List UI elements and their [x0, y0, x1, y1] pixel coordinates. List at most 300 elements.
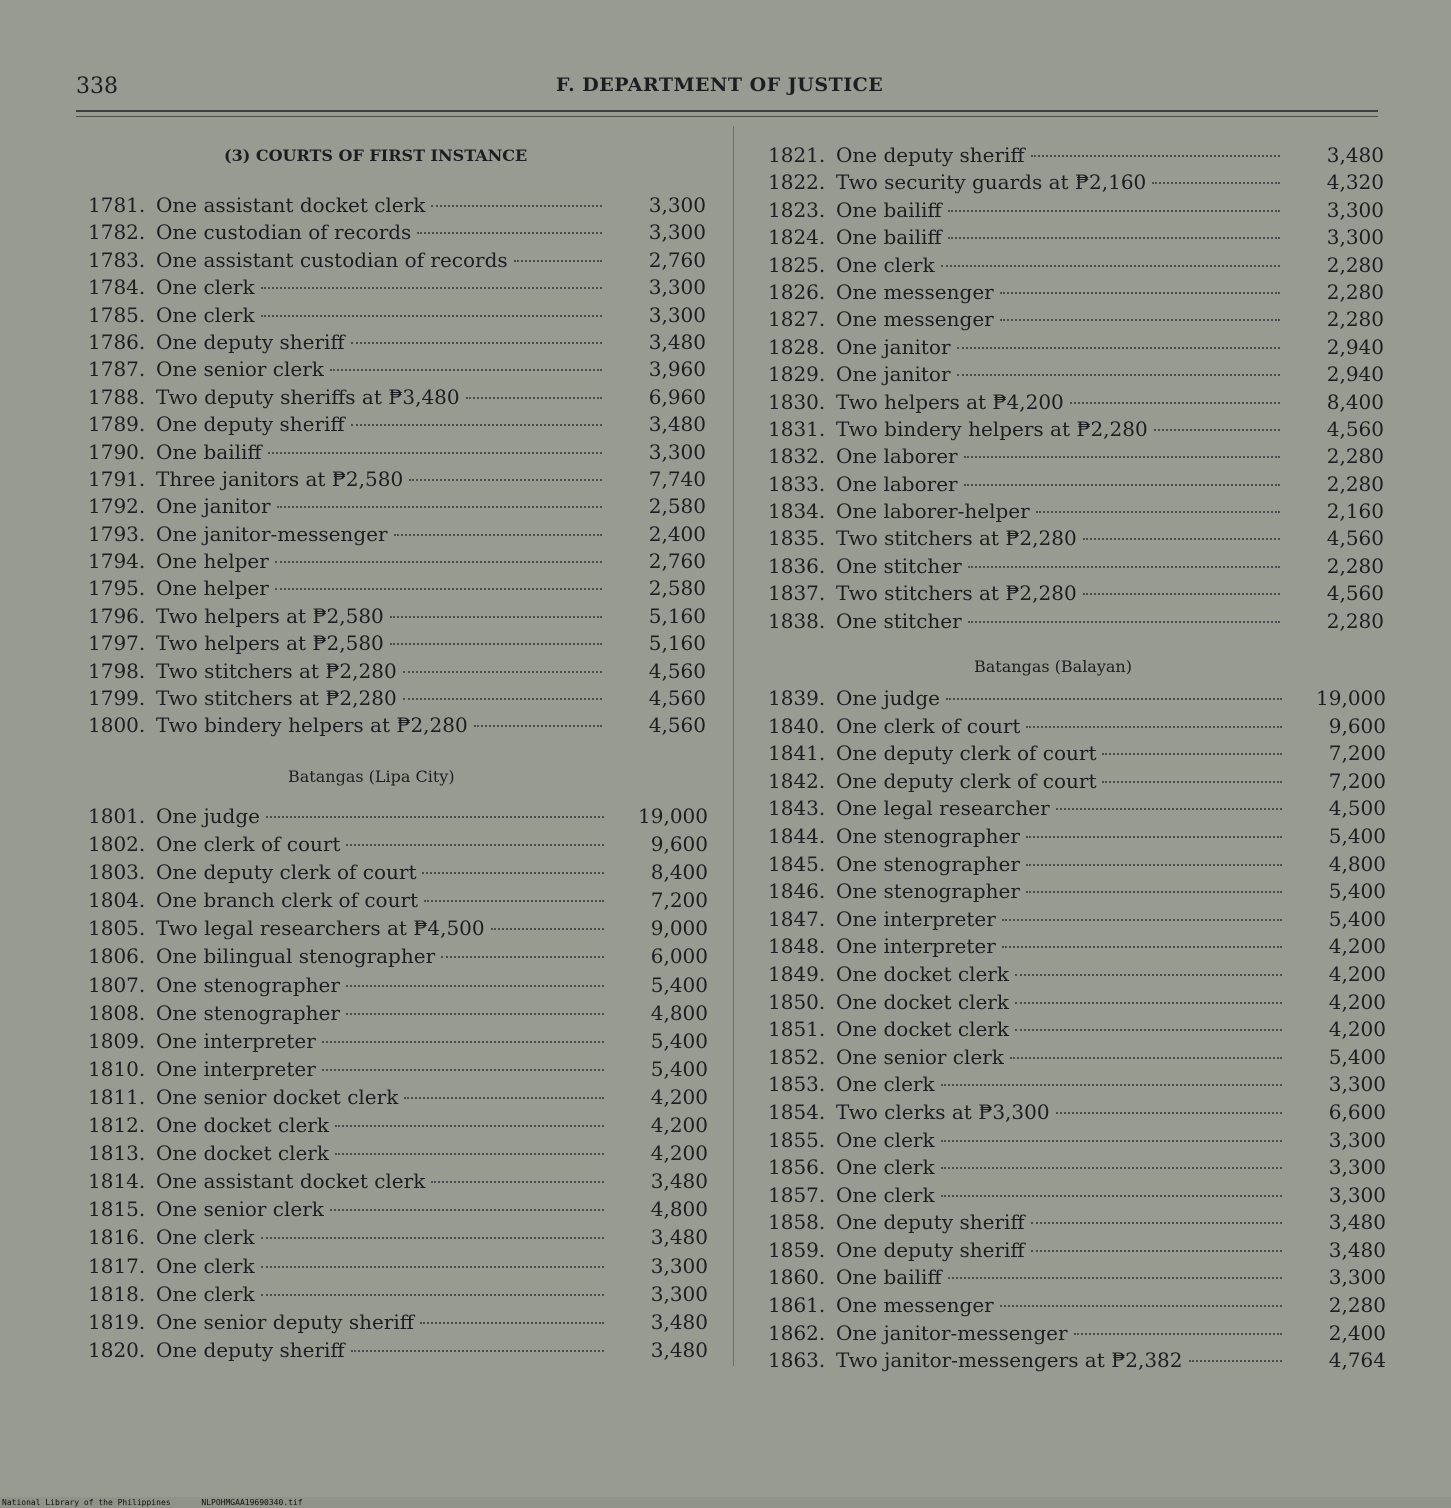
dot-leader	[335, 1153, 604, 1155]
dot-leader	[261, 1266, 604, 1268]
item-number: 1861.	[768, 1293, 826, 1318]
list-item	[88, 1057, 708, 1085]
item-description: One deputy sheriff	[156, 412, 345, 437]
item-amount: 2,280	[1326, 252, 1384, 277]
item-description: One senior clerk	[156, 357, 324, 382]
item-description: One stenographer	[836, 823, 1020, 848]
item-number: 1829.	[768, 362, 826, 387]
dot-leader	[441, 956, 604, 958]
list-item	[768, 1072, 1386, 1100]
item-amount: 3,480	[650, 1337, 708, 1362]
item-amount: 4,560	[1326, 416, 1384, 441]
list-item	[88, 713, 706, 740]
item-amount: 3,300	[650, 1281, 708, 1306]
list-item	[88, 248, 706, 275]
dot-leader	[417, 232, 602, 234]
item-amount: 3,480	[1328, 1237, 1386, 1262]
item-description: One helper	[156, 576, 269, 601]
item-amount: 4,800	[1328, 851, 1386, 876]
item-description: Two stitchers at ₱2,280	[836, 526, 1077, 551]
item-number: 1848.	[768, 934, 826, 959]
item-description: Two janitor-messengers at ₱2,382	[836, 1348, 1183, 1373]
item-amount: 7,200	[650, 888, 708, 913]
list-item	[768, 1128, 1386, 1156]
dot-leader	[1002, 946, 1282, 948]
item-number: 1800.	[88, 713, 146, 738]
dot-leader	[466, 397, 602, 399]
list-item	[88, 303, 706, 330]
dot-leader	[261, 1294, 604, 1296]
dot-leader	[351, 1350, 604, 1352]
dot-leader	[261, 1237, 604, 1239]
item-amount: 2,580	[648, 576, 706, 601]
item-description: One interpreter	[156, 1028, 316, 1053]
dot-leader	[941, 1167, 1282, 1169]
item-number: 1786.	[88, 329, 146, 354]
item-amount: 4,320	[1326, 170, 1384, 195]
list-item	[768, 225, 1384, 252]
list-item	[768, 362, 1384, 389]
dot-leader	[409, 479, 602, 481]
item-number: 1851.	[768, 1017, 826, 1042]
item-amount: 2,280	[1326, 444, 1384, 469]
header-rule-thin	[76, 116, 1378, 117]
item-number: 1833.	[768, 471, 826, 496]
item-description: One clerk	[156, 1281, 255, 1306]
item-description: One stenographer	[156, 972, 340, 997]
item-amount: 5,400	[650, 1056, 708, 1081]
item-amount: 2,400	[1328, 1320, 1386, 1345]
item-amount: 3,480	[650, 1309, 708, 1334]
page-number: 338	[76, 74, 118, 99]
list-item	[88, 494, 706, 521]
list-item	[768, 796, 1386, 824]
item-number: 1820.	[88, 1337, 146, 1362]
item-description: Two deputy sheriffs at ₱3,480	[156, 384, 460, 409]
item-description: One janitor	[836, 334, 951, 359]
item-number: 1797.	[88, 631, 146, 656]
item-number: 1843.	[768, 796, 826, 821]
dot-leader	[1031, 155, 1280, 157]
item-description: One clerk	[156, 1253, 255, 1278]
list-item	[768, 1348, 1386, 1376]
item-amount: 4,560	[1326, 581, 1384, 606]
dot-leader	[1026, 836, 1282, 838]
item-number: 1858.	[768, 1210, 826, 1235]
list-item	[768, 934, 1386, 962]
item-description: One janitor-messenger	[836, 1320, 1068, 1345]
item-amount: 3,300	[648, 275, 706, 300]
item-description: One clerk	[836, 252, 935, 277]
left-list-group-1	[88, 193, 706, 741]
item-description: One messenger	[836, 279, 994, 304]
item-amount: 4,200	[1328, 989, 1386, 1014]
item-number: 1841.	[768, 741, 826, 766]
dot-leader	[424, 900, 604, 902]
item-amount: 4,200	[1328, 1017, 1386, 1042]
item-description: One stitcher	[836, 553, 962, 578]
list-item	[88, 1169, 708, 1197]
list-item	[88, 467, 706, 494]
item-number: 1824.	[768, 225, 826, 250]
dot-leader	[261, 287, 602, 289]
item-amount: 4,560	[648, 658, 706, 683]
list-item	[88, 804, 708, 832]
item-amount: 2,280	[1326, 608, 1384, 633]
dot-leader	[390, 643, 602, 645]
item-number: 1857.	[768, 1182, 826, 1207]
item-number: 1794.	[88, 549, 146, 574]
item-number: 1799.	[88, 686, 146, 711]
item-amount: 4,764	[1328, 1348, 1386, 1373]
list-item	[88, 357, 706, 384]
item-number: 1844.	[768, 823, 826, 848]
dot-leader	[390, 616, 602, 618]
item-amount: 2,940	[1326, 362, 1384, 387]
item-description: One deputy sheriff	[156, 329, 345, 354]
item-amount: 4,560	[648, 713, 706, 738]
dot-leader	[1056, 1112, 1282, 1114]
item-amount: 2,760	[648, 247, 706, 272]
dot-leader	[330, 369, 602, 371]
item-description: One deputy clerk of court	[156, 860, 417, 885]
list-item	[768, 1155, 1386, 1183]
item-description: One deputy sheriff	[836, 1210, 1025, 1235]
footer-library: National Library of the Philippines	[2, 1498, 171, 1507]
item-amount: 6,960	[648, 384, 706, 409]
item-number: 1801.	[88, 804, 146, 828]
list-item	[88, 1254, 708, 1282]
list-item	[768, 1183, 1386, 1211]
dot-leader	[1036, 511, 1280, 513]
item-number: 1793.	[88, 521, 146, 546]
item-description: One bailiff	[156, 439, 262, 464]
dot-leader	[1056, 808, 1282, 810]
item-amount: 2,400	[648, 521, 706, 546]
item-number: 1846.	[768, 879, 826, 904]
item-number: 1802.	[88, 832, 146, 857]
item-number: 1817.	[88, 1253, 146, 1278]
list-item	[768, 417, 1384, 444]
left-list-group-2	[88, 804, 708, 1366]
list-item	[768, 307, 1384, 334]
item-number: 1834.	[768, 499, 826, 524]
list-item	[768, 1100, 1386, 1128]
list-item	[88, 193, 706, 220]
item-description: One senior deputy sheriff	[156, 1309, 414, 1334]
list-item	[88, 440, 706, 467]
item-description: One judge	[836, 686, 940, 710]
item-description: One docket clerk	[836, 989, 1009, 1014]
item-number: 1839.	[768, 686, 826, 710]
item-amount: 3,960	[648, 357, 706, 382]
dot-leader	[948, 237, 1280, 239]
dot-leader	[1083, 538, 1280, 540]
list-item	[88, 549, 706, 576]
item-amount: 7,740	[648, 466, 706, 491]
item-description: Two stitchers at ₱2,280	[156, 686, 397, 711]
list-item	[88, 604, 706, 631]
dot-leader	[335, 1125, 604, 1127]
item-amount: 9,000	[650, 916, 708, 941]
item-amount: 4,500	[1328, 796, 1386, 821]
list-item	[88, 1113, 708, 1141]
dot-leader	[1074, 1333, 1282, 1335]
dot-leader	[1026, 864, 1282, 866]
item-amount: 3,300	[648, 220, 706, 245]
item-description: One janitor	[836, 362, 951, 387]
list-item	[768, 1238, 1386, 1266]
list-item	[88, 1310, 708, 1338]
dot-leader	[346, 985, 604, 987]
list-item	[88, 973, 708, 1001]
item-amount: 8,400	[1326, 389, 1384, 414]
dot-leader	[1015, 1029, 1282, 1031]
item-amount: 3,300	[1328, 1182, 1386, 1207]
item-description: Three janitors at ₱2,580	[156, 466, 404, 491]
dot-leader	[1002, 919, 1282, 921]
item-number: 1835.	[768, 526, 826, 551]
item-amount: 2,760	[648, 549, 706, 574]
item-number: 1821.	[768, 143, 826, 167]
list-item	[768, 1017, 1386, 1045]
item-amount: 3,300	[1328, 1072, 1386, 1097]
item-number: 1790.	[88, 439, 146, 464]
dot-leader	[322, 1041, 604, 1043]
item-description: One branch clerk of court	[156, 888, 419, 913]
list-item	[768, 609, 1384, 636]
item-description: One interpreter	[836, 934, 996, 959]
item-description: Two legal researchers at ₱4,500	[156, 916, 485, 941]
dot-leader	[491, 928, 604, 930]
item-number: 1822.	[768, 170, 826, 195]
list-item	[88, 385, 706, 412]
item-description: One docket clerk	[836, 1017, 1009, 1042]
item-number: 1791.	[88, 466, 146, 491]
dot-leader	[268, 452, 602, 454]
item-number: 1852.	[768, 1044, 826, 1069]
item-number: 1855.	[768, 1127, 826, 1152]
dot-leader	[351, 342, 602, 344]
item-amount: 3,300	[1326, 197, 1384, 222]
dot-leader	[403, 671, 602, 673]
list-item	[768, 554, 1384, 581]
dot-leader	[277, 506, 602, 508]
item-number: 1860.	[768, 1265, 826, 1290]
item-description: One deputy sheriff	[836, 143, 1025, 167]
dot-leader	[1026, 891, 1282, 893]
item-description: Two security guards at ₱2,160	[836, 170, 1147, 195]
list-item	[768, 472, 1384, 499]
header-rule	[76, 110, 1378, 112]
item-description: One clerk	[836, 1182, 935, 1207]
list-item	[88, 576, 706, 603]
item-description: One judge	[156, 804, 260, 828]
item-number: 1845.	[768, 851, 826, 876]
item-amount: 7,200	[1328, 768, 1386, 793]
list-item	[88, 275, 706, 302]
list-item	[768, 170, 1384, 197]
item-number: 1785.	[88, 302, 146, 327]
item-description: One clerk	[156, 1225, 255, 1250]
item-amount: 5,400	[650, 972, 708, 997]
dot-leader	[403, 698, 602, 700]
dot-leader	[420, 1322, 604, 1324]
list-item	[768, 879, 1386, 907]
list-item	[768, 907, 1386, 935]
section-title: (3) COURTS OF FIRST INSTANCE	[224, 146, 528, 165]
item-description: One senior clerk	[156, 1197, 324, 1222]
dot-leader	[275, 588, 602, 590]
item-number: 1827.	[768, 307, 826, 332]
list-item	[768, 741, 1386, 769]
dot-leader	[266, 816, 604, 818]
item-description: Two clerks at ₱3,300	[836, 1099, 1050, 1124]
item-amount: 3,300	[1328, 1265, 1386, 1290]
item-description: One deputy sheriff	[156, 1337, 345, 1362]
list-item	[768, 686, 1386, 714]
item-description: One helper	[156, 549, 269, 574]
list-item	[768, 143, 1384, 170]
subheading-balayan: Batangas (Balayan)	[974, 657, 1132, 676]
list-item	[88, 1282, 708, 1310]
item-amount: 8,400	[650, 860, 708, 885]
dot-leader	[346, 1013, 604, 1015]
item-description: One messenger	[836, 1293, 994, 1318]
item-description: One docket clerk	[156, 1141, 329, 1166]
list-item	[88, 412, 706, 439]
list-item	[88, 330, 706, 357]
list-item	[768, 824, 1386, 852]
dot-leader	[346, 844, 604, 846]
item-number: 1832.	[768, 444, 826, 469]
item-description: One laborer	[836, 471, 958, 496]
item-number: 1812.	[88, 1113, 146, 1138]
list-item	[768, 581, 1384, 608]
item-number: 1826.	[768, 279, 826, 304]
dot-leader	[1102, 781, 1282, 783]
item-number: 1854.	[768, 1099, 826, 1124]
item-amount: 4,560	[1326, 526, 1384, 551]
item-description: One interpreter	[156, 1056, 316, 1081]
item-amount: 4,800	[650, 1197, 708, 1222]
dot-leader	[394, 534, 602, 536]
item-description: One deputy clerk of court	[836, 768, 1097, 793]
list-item	[768, 1293, 1386, 1321]
item-description: One clerk	[836, 1072, 935, 1097]
dot-leader	[261, 315, 602, 317]
list-item	[88, 631, 706, 658]
item-amount: 2,160	[1326, 499, 1384, 524]
list-item	[88, 916, 708, 944]
item-amount: 3,480	[648, 412, 706, 437]
item-description: One custodian of records	[156, 220, 412, 245]
item-description: One clerk of court	[836, 713, 1021, 738]
item-description: One janitor-messenger	[156, 521, 388, 546]
dot-leader	[1031, 1250, 1282, 1252]
item-description: One senior docket clerk	[156, 1084, 399, 1109]
item-number: 1809.	[88, 1028, 146, 1053]
item-amount: 9,600	[1328, 713, 1386, 738]
list-item	[88, 860, 708, 888]
item-number: 1804.	[88, 888, 146, 913]
item-number: 1856.	[768, 1155, 826, 1180]
item-number: 1818.	[88, 1281, 146, 1306]
item-amount: 5,160	[648, 603, 706, 628]
item-description: One docket clerk	[836, 961, 1009, 986]
list-item	[768, 990, 1386, 1018]
item-amount: 5,160	[648, 631, 706, 656]
item-amount: 3,300	[650, 1253, 708, 1278]
dot-leader	[1070, 402, 1280, 404]
item-number: 1788.	[88, 384, 146, 409]
item-description: Two helpers at ₱2,580	[156, 631, 384, 656]
dot-leader	[1015, 1002, 1282, 1004]
dot-leader	[1026, 726, 1282, 728]
item-amount: 9,600	[650, 832, 708, 857]
item-amount: 19,000	[1316, 686, 1386, 710]
list-item	[768, 198, 1384, 225]
dot-leader	[941, 1195, 1282, 1197]
item-amount: 4,200	[650, 1113, 708, 1138]
item-amount: 3,480	[1328, 1210, 1386, 1235]
item-description: One bailiff	[836, 225, 942, 250]
item-number: 1805.	[88, 916, 146, 941]
item-description: One deputy clerk of court	[836, 741, 1097, 766]
dot-leader	[957, 347, 1280, 349]
item-number: 1830.	[768, 389, 826, 414]
item-amount: 4,200	[650, 1141, 708, 1166]
item-description: One clerk	[156, 275, 255, 300]
item-amount: 7,200	[1328, 741, 1386, 766]
item-number: 1796.	[88, 603, 146, 628]
item-number: 1847.	[768, 906, 826, 931]
item-description: One laborer	[836, 444, 958, 469]
item-amount: 2,280	[1326, 307, 1384, 332]
dot-leader	[1031, 1222, 1282, 1224]
item-description: One clerk	[836, 1155, 935, 1180]
dot-leader	[1000, 292, 1280, 294]
item-amount: 4,200	[650, 1084, 708, 1109]
item-number: 1798.	[88, 658, 146, 683]
item-number: 1840.	[768, 713, 826, 738]
item-number: 1784.	[88, 275, 146, 300]
item-description: One janitor	[156, 494, 271, 519]
subheading-lipa-city: Batangas (Lipa City)	[288, 767, 455, 786]
item-number: 1795.	[88, 576, 146, 601]
item-description: One bailiff	[836, 197, 942, 222]
item-amount: 3,300	[1328, 1155, 1386, 1180]
item-amount: 4,800	[650, 1000, 708, 1025]
item-number: 1806.	[88, 944, 146, 969]
dot-leader	[1152, 182, 1280, 184]
item-amount: 6,600	[1328, 1099, 1386, 1124]
list-item	[768, 253, 1384, 280]
item-description: One stenographer	[836, 851, 1020, 876]
list-item	[768, 499, 1384, 526]
item-number: 1853.	[768, 1072, 826, 1097]
item-amount: 3,300	[648, 193, 706, 217]
list-item	[768, 526, 1384, 553]
dot-leader	[1000, 1305, 1282, 1307]
item-description: Two helpers at ₱4,200	[836, 389, 1064, 414]
item-amount: 6,000	[650, 944, 708, 969]
item-description: Two bindery helpers at ₱2,280	[836, 416, 1148, 441]
item-description: One laborer-helper	[836, 499, 1030, 524]
item-description: One clerk	[156, 302, 255, 327]
item-description: One stenographer	[836, 879, 1020, 904]
item-description: One bilingual stenographer	[156, 944, 436, 969]
